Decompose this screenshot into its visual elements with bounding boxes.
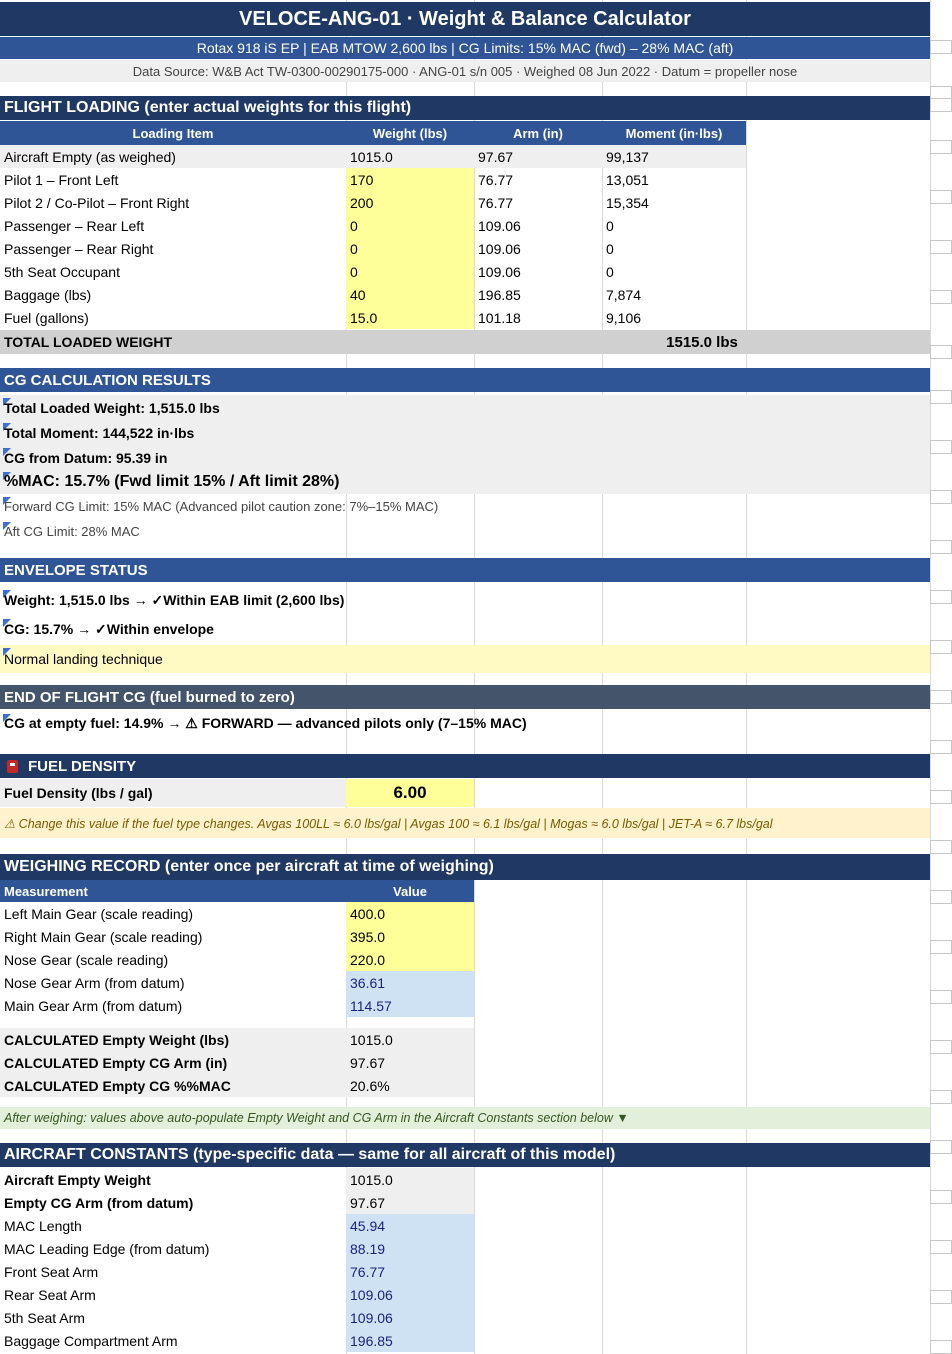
column-header: Loading Item [0, 121, 346, 145]
moment-value: 13,051 [606, 171, 649, 188]
aft-limit-row [0, 519, 930, 543]
row-edge-marker [930, 590, 952, 604]
fuel-density-note-row [0, 808, 930, 838]
calculated-label: CALCULATED Empty CG Arm (in) [0, 1051, 346, 1074]
loading-item-label: Aircraft Empty (as weighed) [0, 145, 346, 168]
loading-row [0, 306, 930, 329]
section-title: CG CALCULATION RESULTS [4, 371, 211, 389]
envelope-cg-row [0, 616, 930, 642]
weight-input[interactable]: 15.0 [346, 306, 474, 329]
row-edge-marker [930, 1190, 952, 1204]
loading-item-label: Pilot 1 – Front Left [4, 171, 119, 188]
weighing-columns [0, 880, 930, 902]
arm-value: 109.06 [478, 263, 521, 280]
loading-row [0, 283, 930, 306]
row-edge-marker [930, 440, 952, 454]
measurement-label: Left Main Gear (scale reading) [4, 905, 194, 922]
constant-label: MAC Leading Edge (from datum) [4, 1240, 210, 1257]
row-edge-marker [930, 940, 952, 954]
subtitle: Rotax 918 iS EP | EAB MTOW 2,600 lbs | CG Limits: 15% MAC (fwd) – 28% MAC (aft) [196, 40, 734, 56]
loading-row [0, 214, 930, 237]
cg-results-header [0, 368, 930, 392]
row-edge-marker [930, 1140, 952, 1154]
arm-value: 101.18 [478, 309, 521, 326]
arm-value: 97.67 [474, 145, 602, 168]
loading-item-label: Fuel (gallons) [4, 309, 89, 326]
constant-value[interactable]: 88.19 [346, 1237, 474, 1260]
constant-row [0, 1237, 930, 1260]
constants-header [0, 1143, 930, 1167]
measurement-input[interactable]: 220.0 [346, 948, 474, 971]
row-edge-marker [930, 190, 952, 204]
section-title: FUEL DENSITY [28, 757, 137, 775]
loading-row [0, 168, 930, 191]
loading-row [0, 260, 930, 283]
calculated-row [0, 1028, 930, 1051]
constant-value: 97.67 [346, 1191, 474, 1214]
total-label: TOTAL LOADED WEIGHT [4, 334, 172, 350]
row-edge-marker [930, 540, 952, 554]
end-of-flight-text: CG at empty fuel: 14.9% → ⚠ FORWARD — advanced pilots only (7–15% MAC) [4, 714, 527, 731]
arm-value: 109.06 [478, 217, 521, 234]
weighing-note: After weighing: values above auto-populate Empty Weight and CG Arm in the Aircraft Constants section below ▼ [4, 1111, 629, 1125]
weighing-row [0, 902, 930, 925]
loading-row [0, 191, 930, 214]
data-source: Data Source: W&B Act TW-0300-00290175-000 · ANG-01 s/n 005 · Weighed 08 Jun 2022 · Datum = propeller nose [132, 63, 798, 79]
loading-item-label: Passenger – Rear Left [4, 217, 145, 234]
row-edge-marker [930, 240, 952, 254]
fwd-limit-row [0, 494, 930, 518]
fwd-limit-text: Forward CG Limit: 15% MAC (Advanced pilot caution zone: 7%–15% MAC) [4, 498, 439, 514]
weight-input: 1015.0 [346, 145, 474, 168]
total-value: 1515.0 lbs [666, 333, 738, 351]
weight-input[interactable]: 0 [346, 260, 474, 283]
constant-value[interactable]: 76.77 [346, 1260, 474, 1283]
source-row [0, 60, 930, 82]
weight-input[interactable]: 0 [346, 237, 474, 260]
moment-value: 99,137 [602, 145, 746, 168]
row-edge-marker [930, 98, 952, 112]
envelope-weight-row [0, 587, 930, 613]
end-of-flight-row [0, 711, 930, 735]
total-moment-text: Total Moment: 144,522 in·lbs [4, 424, 195, 441]
loading-row [0, 145, 930, 168]
column-header: Weight (lbs) [346, 121, 474, 145]
row-edge-marker [930, 1340, 952, 1354]
weight-input[interactable]: 0 [346, 214, 474, 237]
aft-limit-text: Aft CG Limit: 28% MAC [4, 523, 140, 539]
row-edge-marker [930, 1040, 952, 1054]
measurement-input[interactable]: 36.61 [346, 971, 474, 994]
row-edge-marker [930, 345, 952, 359]
end-of-flight-header [0, 685, 930, 709]
constant-label: Aircraft Empty Weight [4, 1171, 151, 1188]
fuel-density-label: Fuel Density (lbs / gal) [0, 779, 346, 807]
measurement-label: Main Gear Arm (from datum) [4, 997, 183, 1014]
constant-label: MAC Length [4, 1217, 82, 1234]
cg-total-weight-row [0, 395, 930, 420]
measurement-input[interactable]: 400.0 [346, 902, 474, 925]
envelope-weight-text: Weight: 1,515.0 lbs → ✓Within EAB limit (2,600 lbs) [4, 591, 345, 608]
envelope-header [0, 558, 930, 582]
moment-value: 9,106 [606, 309, 642, 326]
row-edge-marker [930, 840, 952, 854]
constant-row [0, 1306, 930, 1329]
row-edge-marker [930, 890, 952, 904]
row-edge-marker [930, 490, 952, 504]
constant-row [0, 1329, 930, 1352]
section-title: ENVELOPE STATUS [4, 561, 148, 579]
row-edge-marker [930, 1090, 952, 1104]
measurement-label: Nose Gear Arm (from datum) [4, 974, 185, 991]
page-title: VELOCE-ANG-01 · Weight & Balance Calculator [239, 7, 691, 30]
weighing-row [0, 994, 930, 1017]
row-edge-marker [930, 390, 952, 404]
loading-item-label: Passenger – Rear Right [4, 240, 154, 257]
measurement-input[interactable]: 395.0 [346, 925, 474, 948]
loading-item-label: 5th Seat Occupant [4, 263, 120, 280]
fuel-density-header [0, 754, 930, 778]
constant-value: 1015.0 [346, 1168, 474, 1191]
constant-label: Rear Seat Arm [4, 1286, 96, 1303]
arm-value: 76.77 [478, 194, 514, 211]
loading-row [0, 237, 930, 260]
weighing-row [0, 971, 930, 994]
moment-value: 15,354 [606, 194, 649, 211]
cg-datum-text: CG from Datum: 95.39 in [4, 449, 168, 466]
weighing-note-row [0, 1107, 930, 1129]
arm-value: 196.85 [478, 286, 521, 303]
calculated-value: 1015.0 [346, 1028, 474, 1051]
row-edge-marker [930, 40, 952, 54]
row-edge-marker [930, 990, 952, 1004]
constant-value[interactable]: 109.06 [346, 1306, 474, 1329]
weighing-row [0, 948, 930, 971]
constant-row [0, 1168, 930, 1191]
subtitle-row [0, 37, 930, 59]
row-edge-marker [930, 640, 952, 654]
constant-label: Baggage Compartment Arm [4, 1332, 178, 1349]
fuel-density-note: ⚠ Change this value if the fuel type changes. Avgas 100LL ≈ 6.0 lbs/gal | Avgas 100 ≈ 6.1 lbs/gal | Mogas ≈ 6.0 lbs/gal | JET-A ≈ 6.7 lbs/gal [4, 816, 773, 831]
row-edge-marker [930, 1240, 952, 1254]
row-edge-marker [930, 790, 952, 804]
calculated-value: 20.6% [346, 1074, 474, 1097]
section-title: WEIGHING RECORD (enter once per aircraft at time of weighing) [4, 858, 494, 875]
section-title: FLIGHT LOADING (enter actual weights for this flight) [4, 99, 412, 116]
arm-value: 109.06 [478, 240, 521, 257]
row-edge-marker [930, 1290, 952, 1304]
section-title: AIRCRAFT CONSTANTS (type-specific data — same for all aircraft of this model) [4, 1146, 616, 1163]
measurement-input[interactable]: 114.57 [346, 994, 474, 1017]
envelope-cg-text: CG: 15.7% → ✓Within envelope [4, 620, 214, 637]
calculated-row [0, 1051, 930, 1074]
constant-row [0, 1214, 930, 1237]
cg-total-moment-row [0, 420, 930, 445]
column-header: Value [346, 880, 474, 902]
section-title: END OF FLIGHT CG (fuel burned to zero) [4, 688, 295, 706]
landing-text: Normal landing technique [4, 651, 163, 667]
cg-mac-row [0, 469, 930, 494]
title-row [0, 2, 930, 36]
weight-input[interactable]: 40 [346, 283, 474, 306]
constant-value[interactable]: 45.94 [346, 1214, 474, 1237]
moment-value: 7,874 [606, 286, 642, 303]
calculated-label: CALCULATED Empty Weight (lbs) [0, 1028, 346, 1051]
moment-value: 0 [606, 217, 614, 234]
row-edge-marker [930, 140, 952, 154]
column-header: Moment (in·lbs) [602, 121, 746, 145]
column-header: Arm (in) [474, 121, 602, 145]
row-edge-marker [930, 690, 952, 704]
calculated-value: 97.67 [346, 1051, 474, 1074]
constant-row [0, 1260, 930, 1283]
calculated-label: CALCULATED Empty CG %%MAC [0, 1074, 346, 1097]
landing-row [0, 645, 930, 673]
loading-item-label: Pilot 2 / Co-Pilot – Front Right [4, 194, 190, 211]
row-edge-marker [930, 290, 952, 304]
moment-value: 0 [606, 263, 614, 280]
total-row [0, 330, 930, 354]
constant-row [0, 1191, 930, 1214]
weight-input[interactable]: 170 [346, 168, 474, 191]
loading-item-label: Baggage (lbs) [4, 286, 92, 303]
column-header: Measurement [0, 880, 346, 902]
constant-value[interactable]: 109.06 [346, 1283, 474, 1306]
constant-label: Front Seat Arm [4, 1263, 99, 1280]
mac-text: %MAC: 15.7% (Fwd limit 15% / Aft limit 28%) [4, 472, 340, 490]
moment-value: 0 [606, 240, 614, 257]
fuel-pump-icon [7, 760, 18, 773]
constant-row [0, 1283, 930, 1306]
constant-label: Empty CG Arm (from datum) [4, 1194, 194, 1211]
fuel-density-row [0, 779, 930, 807]
measurement-label: Nose Gear (scale reading) [4, 951, 169, 968]
flight-loading-columns [0, 121, 930, 145]
calculated-row [0, 1074, 930, 1097]
weight-input[interactable]: 200 [346, 191, 474, 214]
weighing-row [0, 925, 930, 948]
cg-datum-row [0, 445, 930, 470]
row-edge-marker [930, 740, 952, 754]
weighing-header [0, 854, 930, 880]
fuel-density-input[interactable]: 6.00 [346, 779, 474, 807]
constant-value[interactable]: 196.85 [346, 1329, 474, 1352]
total-weight-text: Total Loaded Weight: 1,515.0 lbs [4, 399, 220, 416]
flight-loading-header [0, 96, 930, 120]
measurement-label: Right Main Gear (scale reading) [4, 928, 203, 945]
arm-value: 76.77 [478, 171, 514, 188]
constant-label: 5th Seat Arm [4, 1309, 85, 1326]
